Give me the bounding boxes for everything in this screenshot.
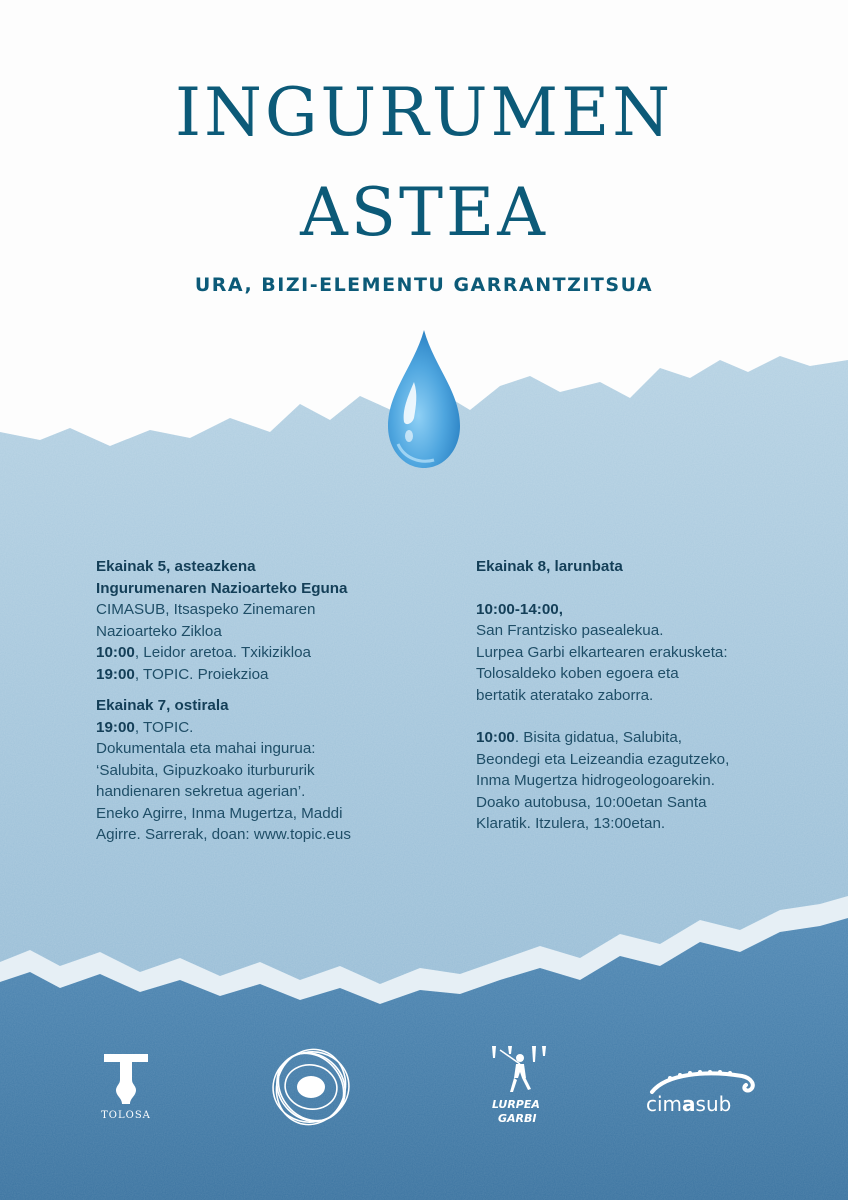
event-date: Ekainak 5, asteazkena (96, 558, 256, 575)
event-time-suffix: , (558, 600, 563, 618)
event-line: Lurpea Garbi elkartearen erakusketa: (476, 643, 728, 661)
event-line: Tolosaldeko koben egoera eta (476, 665, 679, 682)
tolosa-label: TOLOSA (101, 1110, 151, 1121)
event-line: Dokumentala eta mahai ingurua: (96, 740, 316, 757)
title-line-2: ASTEA (300, 174, 548, 251)
cimasub-logo (646, 1066, 760, 1120)
scribble-circle-icon (268, 1044, 354, 1130)
event-line: handienaren sekretua agerian’. (96, 783, 306, 800)
cimasub-bold: a (682, 1092, 696, 1116)
lurpea-label: LURPEA (492, 1098, 540, 1111)
event-time-line (96, 717, 426, 739)
event-date: Ekainak 7, ostirala (96, 697, 229, 714)
cimasub-label (646, 1092, 731, 1116)
event-time: 19:00 (96, 665, 135, 683)
event-line: Inma Mugertza hidrogeologoarekin. (476, 772, 715, 789)
event-time: 19:00 (96, 718, 135, 736)
event-line: CIMASUB, Itsaspeko Zinemaren (96, 601, 316, 618)
title-line-1: INGURUMEN (175, 74, 673, 151)
garbi-label: GARBI (498, 1112, 537, 1125)
event-line: San Frantzisko pasealekua. (476, 622, 664, 639)
subtitle: URA, BIZI-ELEMENTU GARRANTZITSUA (194, 274, 654, 296)
event-line: Klaratik. Itzulera, 13:00etan. (476, 815, 666, 832)
event-time-line (476, 599, 806, 621)
event-time: 10:00-14:00 (476, 600, 559, 618)
event-time-text: , TOPIC. Proiekzioa (134, 665, 269, 683)
event-time-line (476, 727, 806, 749)
lurpea-garbi-logo (486, 1044, 554, 1130)
event-time-line (96, 664, 426, 686)
schedule-left-column (96, 556, 426, 846)
event-time-line (96, 642, 426, 664)
water-drop-icon (384, 326, 464, 472)
event-date: Ekainak 8, larunbata (476, 558, 623, 575)
cimasub-suffix: sub (695, 1092, 732, 1116)
tolosa-emblem-icon (96, 1050, 156, 1110)
event-line: Beondegi eta Leizeandia ezagutzeko, (476, 750, 730, 768)
event-line: Eneko Agirre, Inma Mugertza, Maddi (96, 804, 343, 822)
cave-climber-icon (486, 1044, 554, 1098)
event-line: Doako autobusa, 10:00etan Santa (476, 793, 707, 811)
event-line: Agirre. Sarrerak, doan: www.topic.eus (96, 826, 351, 843)
event-time: 10:00 (96, 644, 135, 661)
event-time-text: , Leidor aretoa. Txikizikloa (134, 644, 312, 661)
circle-logo (268, 1044, 354, 1130)
event-time-text: . Bisita gidatua, Salubita, (514, 729, 683, 746)
event-time-text: , TOPIC. (134, 718, 194, 736)
event-line: ‘Salubita, Gipuzkoako iturbururik (96, 761, 315, 779)
event-title: Ingurumenaren Nazioarteko Eguna (96, 579, 348, 597)
event-line: Nazioarteko Zikloa (96, 622, 222, 640)
schedule-right-column (476, 556, 806, 835)
tolosa-logo (96, 1050, 156, 1126)
cimasub-prefix: cim (646, 1092, 683, 1116)
event-line: bertatik ateratako zaborra. (476, 686, 654, 704)
event-time: 10:00 (476, 729, 515, 746)
